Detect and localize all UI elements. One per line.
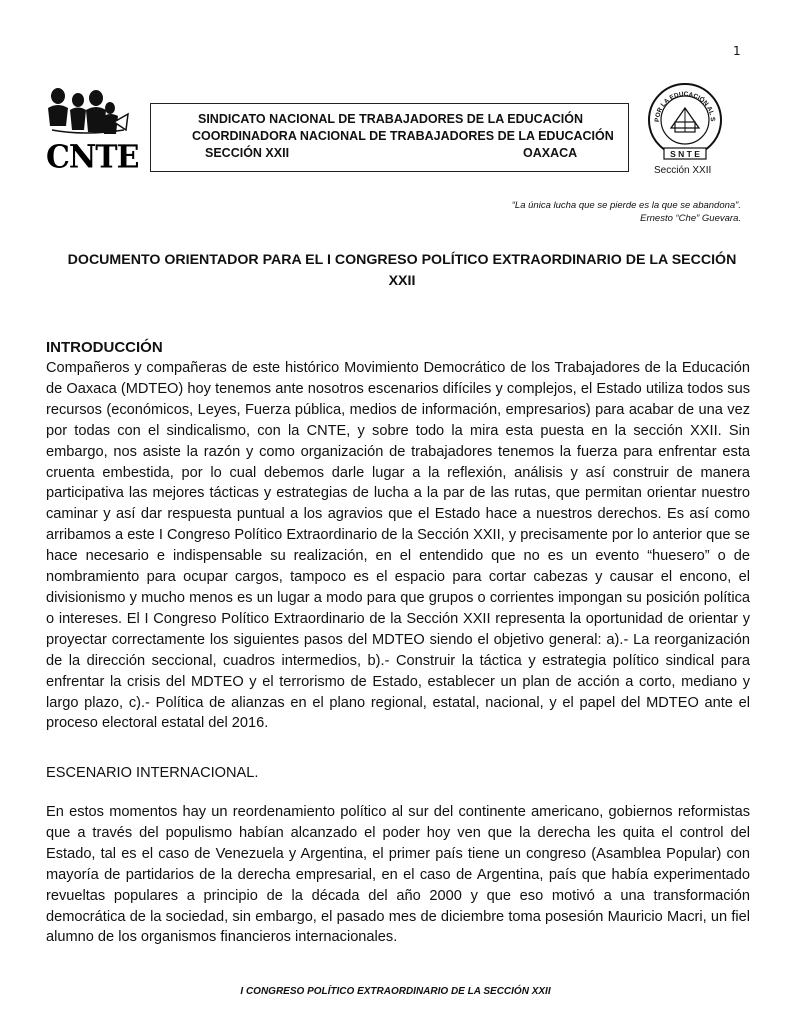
union-header-box — [150, 103, 629, 172]
snte-seal-emblem — [645, 82, 725, 166]
header-union-name: SINDICATO NACIONAL DE TRABAJADORES DE LA EDUCACIÓN — [198, 112, 583, 126]
seal-ring-text: POR LA EDUCACIÓN AL S — [653, 90, 717, 123]
international-heading: ESCENARIO INTERNACIONAL. — [46, 765, 259, 781]
cnte-logo — [44, 86, 139, 178]
intro-heading: INTRODUCCIÓN — [46, 339, 163, 356]
seal-badge-text: S N T E — [670, 149, 700, 159]
cnte-figures-illustration — [44, 86, 130, 142]
snte-seal — [645, 82, 725, 182]
page-footer: I CONGRESO POLÍTICO EXTRAORDINARIO DE LA SECCIÓN XXII — [240, 986, 551, 997]
page-number: 1 — [733, 44, 741, 58]
header-section: SECCIÓN XXII — [205, 146, 290, 160]
cnte-logo-text: CNTE — [46, 139, 139, 176]
quote-text: “La única lucha que se pierde es la que se abandona”. — [511, 200, 741, 211]
seal-caption: Sección XXII — [654, 165, 712, 176]
intro-paragraph: Compañeros y compañeras de este histórico Movimiento Democrático de los Trabajadores de la Educación de Oaxaca (MDTEO) hoy tenemos ante nosotros escenarios difíciles y complejos, el Estado utiliza todos sus recursos (económicos, Leyes, Fuerza pública, medios de información, empresarios) para acabar de una vez por todas con el sindicalismo, con la CNTE, y sobre todo la mira esta puesta en la sección XXII. Sin embargo, nos asiste la razón y como organización de trabajadores tenemos la fuerza para enfrentar esta cruenta embestida, por lo cual debemos darle lugar a la reflexión, análisis y así construir de manera participativa las mejores tácticas y estrategias de lucha a la par de las rutas, que permitan orientar nuestro caminar y así dar respuesta puntual a los agravios que el Estado hace a nuestros derechos. Es así como arribamos a este I Congreso Político Extraordinario de la Sección XXII, y precisamente por lo anterior que se hace necesario e indispensable su realización, en el entendido que no es un evento “huesero” o de nombramiento para ocupar cargos, tampoco es el espacio para cortar cabezas y causar el encono, el divisionismo y mucho menos es un lugar a modo para que grupos o corrientes impongan su posición política o intereses. El I Congreso Político Extraordinario de la Sección XXII representa la oportunidad de orientar y proyectar correctamente los siguientes pasos del MDTEO siendo el objetivo general: a).- La reorganización de la dirección seccional, cuadros intermedios, b).- Construir la táctica y estrategia político sindical para enfrentar la crisis del MDTEO y el terrorismo de Estado, establecer un plan de acción a corto, mediano y largo plazo, c).- Política de alianzas en el plano regional, estatal, nacional, y el papel del MDTEO ante el proceso electoral estatal del 2016. — [46, 360, 750, 732]
epigraph-quote — [512, 199, 741, 225]
international-paragraph: En estos momentos hay un reordenamiento político al sur del continente americano, gobiernos reformistas que a través del populismo habían alcanzado el poder hoy ven que la derecha les quita el control del Estado, tal es el caso de Venezuela y Argentina, el primer país tiene un congreso (Asamblea Popular) con mayoría de partidarios de la derecha empresarial, en el caso de Argentina, país que había experimentado revueltas populares a principio de la década del año 2000 y que eso motivó a una transformación democrática de la sociedad, sin embargo, el pasado mes de diciembre toma posesión Mauricio Macri, un fiel alumno de los organismos financieros internacionales. — [46, 804, 750, 946]
header-coordinator-name: COORDINADORA NACIONAL DE TRABAJADORES DE LA EDUCACIÓN — [192, 129, 614, 143]
document-title: DOCUMENTO ORIENTADOR PARA EL I CONGRESO POLÍTICO EXTRAORDINARIO DE LA SECCIÓN XXII — [67, 252, 737, 289]
quote-author: Ernesto “Che” Guevara. — [640, 213, 741, 224]
header-state: OAXACA — [523, 146, 578, 160]
